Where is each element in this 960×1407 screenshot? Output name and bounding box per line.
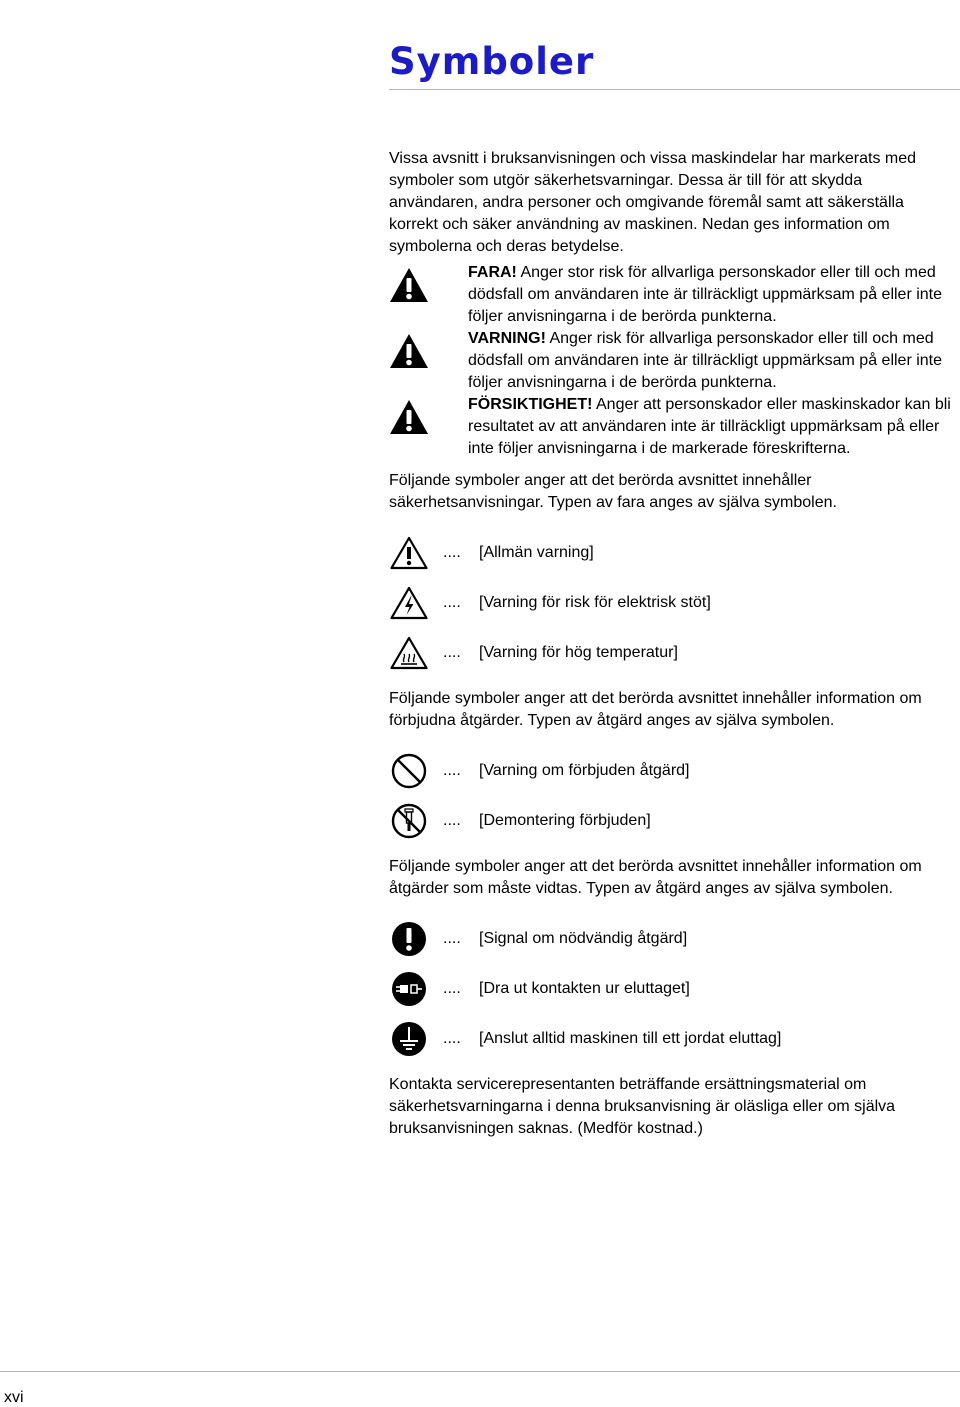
no-disassembly-icon	[389, 801, 429, 841]
page-title: Symboler	[389, 40, 595, 83]
high-temperature-warning-icon	[389, 633, 429, 673]
prohibition-symbol-list	[389, 746, 955, 846]
warning-caution-text	[468, 394, 954, 460]
danger-triangle-icon	[389, 262, 468, 303]
list-item	[389, 528, 955, 578]
warning-warning-label: VARNING!	[468, 330, 546, 347]
symbol-label: [Varning om förbjuden åtgärd]	[479, 762, 690, 779]
list-item	[389, 964, 955, 1014]
leader-dots: ....	[443, 544, 461, 561]
intro-paragraph: Vissa avsnitt i bruksanvisningen och vissa maskindelar har markerats med symboler som utgör säkerhetsvarningar. Dessa är till för att skydda användaren, andra personer och omgivande föremål samt att säkerställa korrekt och säker användning av maskinen. Nedan ges information om symbolerna och deras betydelse.	[389, 150, 917, 255]
leader-dots: ....	[443, 644, 461, 661]
general-warning-icon	[389, 533, 429, 573]
warning-caution-label: FÖRSIKTIGHET!	[468, 396, 593, 413]
mandatory-action-icon	[389, 919, 429, 959]
caution-triangle-icon	[389, 394, 468, 435]
page-number: xvi	[4, 1389, 24, 1406]
warning-warning-text	[468, 328, 954, 394]
list-item	[389, 578, 955, 628]
list-item	[389, 628, 955, 678]
symbol-label: [Varning för risk för elektrisk stöt]	[479, 594, 711, 611]
leader-dots: ....	[443, 1030, 461, 1047]
symbol-label: [Signal om nödvändig åtgärd]	[479, 930, 688, 947]
electric-shock-warning-icon	[389, 583, 429, 623]
symbol-label: [Anslut alltid maskinen till ett jordat eluttag]	[479, 1030, 782, 1047]
footer-divider	[0, 1371, 960, 1372]
warning-danger	[389, 262, 955, 328]
warning-caution	[389, 394, 955, 460]
list-item	[389, 914, 955, 964]
symbol-label: [Varning för hög temperatur]	[479, 644, 678, 661]
warning-warning-desc: Anger risk för allvarliga personskador eller till och med dödsfall om användaren inte är tillräckligt uppmärksam på eller inte följer anvisningarna i de berörda punkterna.	[468, 330, 943, 391]
warning-danger-desc: Anger stor risk för allvarliga personskador eller till och med dödsfall om användaren inte är tillräckligt uppmärksam på eller inte följer anvisningarna i de berörda punkterna.	[468, 264, 943, 325]
required-action-symbol-list	[389, 914, 955, 1064]
title-divider	[389, 89, 960, 90]
warning-danger-label: FARA!	[468, 264, 517, 281]
warning-danger-text	[468, 262, 954, 328]
warning-triangle-icon	[389, 328, 468, 369]
warning-warning	[389, 328, 955, 394]
symbol-label: [Dra ut kontakten ur eluttaget]	[479, 980, 690, 997]
list-item	[389, 746, 955, 796]
prohibited-action-icon	[389, 751, 429, 791]
prohibited-actions-paragraph: Följande symboler anger att det berörda avsnittet innehåller information om förbjudna åtgärder. Typen av åtgärd anges av själva symbolen.	[389, 690, 922, 729]
unplug-icon	[389, 969, 429, 1009]
leader-dots: ....	[443, 762, 461, 779]
ground-connection-icon	[389, 1019, 429, 1059]
symbol-label: [Demontering förbjuden]	[479, 812, 651, 829]
safety-symbol-list	[389, 528, 955, 678]
warning-levels	[389, 262, 955, 460]
safety-symbols-paragraph: Följande symboler anger att det berörda avsnittet innehåller säkerhetsanvisningar. Typen av fara anges av själva symbolen.	[389, 472, 837, 511]
main-content	[389, 148, 955, 1140]
warning-caution-desc: Anger att personskador eller maskinskador kan bli resultatet av att användaren inte är tillräckligt uppmärksam på eller inte följer anvisningarna i de markerade föreskrifterna.	[468, 396, 951, 457]
required-actions-paragraph: Följande symboler anger att det berörda avsnittet innehåller information om åtgärder som måste vidtas. Typen av åtgärd anges av själva symbolen.	[389, 858, 922, 897]
leader-dots: ....	[443, 930, 461, 947]
closing-paragraph: Kontakta servicerepresentanten beträffande ersättningsmaterial om säkerhetsvarningarna i denna bruksanvisning är oläsliga eller om själva bruksanvisningen saknas. (Medför kostnad.)	[389, 1076, 896, 1137]
leader-dots: ....	[443, 980, 461, 997]
list-item	[389, 796, 955, 846]
list-item	[389, 1014, 955, 1064]
symbol-label: [Allmän varning]	[479, 544, 594, 561]
leader-dots: ....	[443, 594, 461, 611]
leader-dots: ....	[443, 812, 461, 829]
